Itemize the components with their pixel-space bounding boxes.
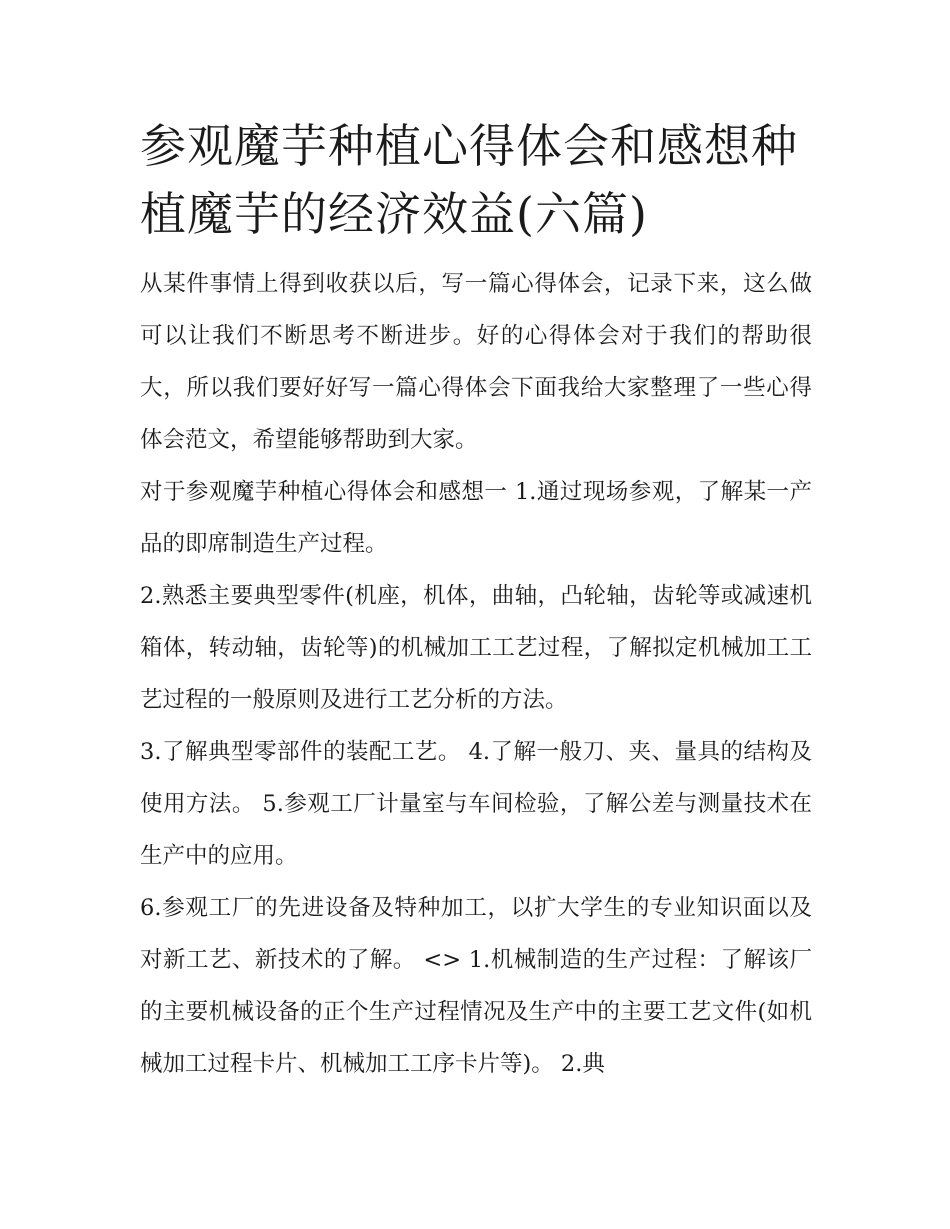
- paragraph-intro: 从某件事情上得到收获以后，写一篇心得体会，记录下来，这么做可以让我们不断思考不断进步。好的心得体会对于我们的帮助很大，所以我们要好好写一篇心得体会下面我给大家整理了一些心得体会范文，希望能够帮助到大家。: [140, 271, 812, 453]
- document-title: 参观魔芋种植心得体会和感想种植魔芋的经济效益(六篇): [140, 119, 798, 241]
- paragraph-1: 对于参观魔芋种植心得体会和感想一 1.通过现场参观，了解某一产品的即席制造生产过程。: [140, 479, 812, 557]
- paragraph-2: 2.熟悉主要典型零件(机座，机体，曲轴，凸轮轴，齿轮等或减速机箱体，转动轴，齿轮等)的机械加工工艺过程，了解拟定机械加工工艺过程的一般原则及进行工艺分析的方法。: [140, 583, 812, 713]
- document-body: [140, 112, 812, 1090]
- paragraph-4: 6.参观工厂的先进设备及特种加工，以扩大学生的专业知识面以及对新工艺、新技术的了解。 <> 1.机械制造的生产过程：了解该厂的主要机械设备的正个生产过程情况及生产中的主要工艺文件(如机械加工过程卡片、机械加工工序卡片等)。 2.典: [140, 895, 812, 1077]
- paragraph-3: 3.了解典型零部件的装配工艺。 4.了解一般刀、夹、量具的结构及使用方法。 5.参观工厂计量室与车间检验，了解公差与测量技术在生产中的应用。: [140, 739, 812, 869]
